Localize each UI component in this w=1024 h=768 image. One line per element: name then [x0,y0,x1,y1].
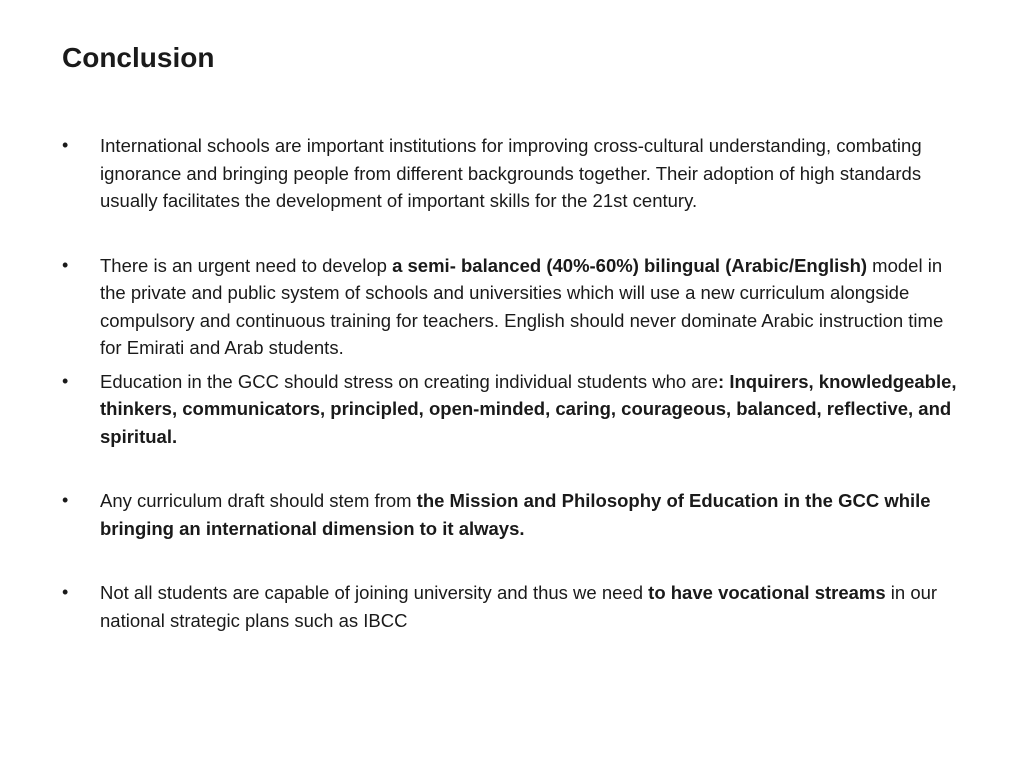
bullet-icon: • [62,490,69,510]
bullet-text [100,135,922,211]
bullet-text-segment: International schools are important institutions for improving cross-cultural understanding, combating ignorance and bringing people from different backgrounds together. Their adoption of high standards usually facilitates the development of important skills for the 21st century. [100,135,922,211]
bullet-item [62,368,962,451]
bullet-icon: • [62,254,69,275]
bullet-text-segment: Not all students are capable of joining university and thus we need [100,582,649,603]
bullet-text [100,582,937,631]
bullet-item [62,487,962,542]
bullet-text-segment: Any curriculum draft should stem from [100,490,417,511]
bullet-icon: • [62,370,69,391]
bullet-text [100,490,931,539]
bullet-text-segment: model in the private and public system of schools and universities which will use a new curriculum alongside compulsory and continuous training for teachers. English should never dominate Arabic instruction time for Emirati and Arab students. [100,254,944,358]
bullet-item [62,132,962,215]
bullet-text-emphasis: to have vocational streams [648,582,886,603]
bullet-list [62,132,962,634]
bullet-item [62,579,962,634]
bullet-icon: • [62,135,69,155]
bullet-text-segment: in our national strategic plans such as IBCC [100,582,938,631]
bullet-text-emphasis: the Mission and Philosophy of Education in the GCC while bringing an international dimension to it always. [100,490,931,539]
bullet-text [100,371,957,447]
bullet-icon: • [62,582,69,602]
slide-title: Conclusion [62,42,215,73]
bullet-text-emphasis: : Inquirers, knowledgeable, thinkers, communicators, principled, open-minded, caring, courageous, balanced, reflective, and spiritual. [100,370,957,447]
bullet-text-segment: Education in the GCC should stress on creating individual students who are [100,370,719,392]
bullet-text [100,255,943,359]
bullet-text-emphasis: a semi- balanced (40%-60%) bilingual (Arabic/English) [392,254,868,276]
bullet-text-segment: There is an urgent need to develop [100,254,393,276]
bullet-item [62,252,962,362]
